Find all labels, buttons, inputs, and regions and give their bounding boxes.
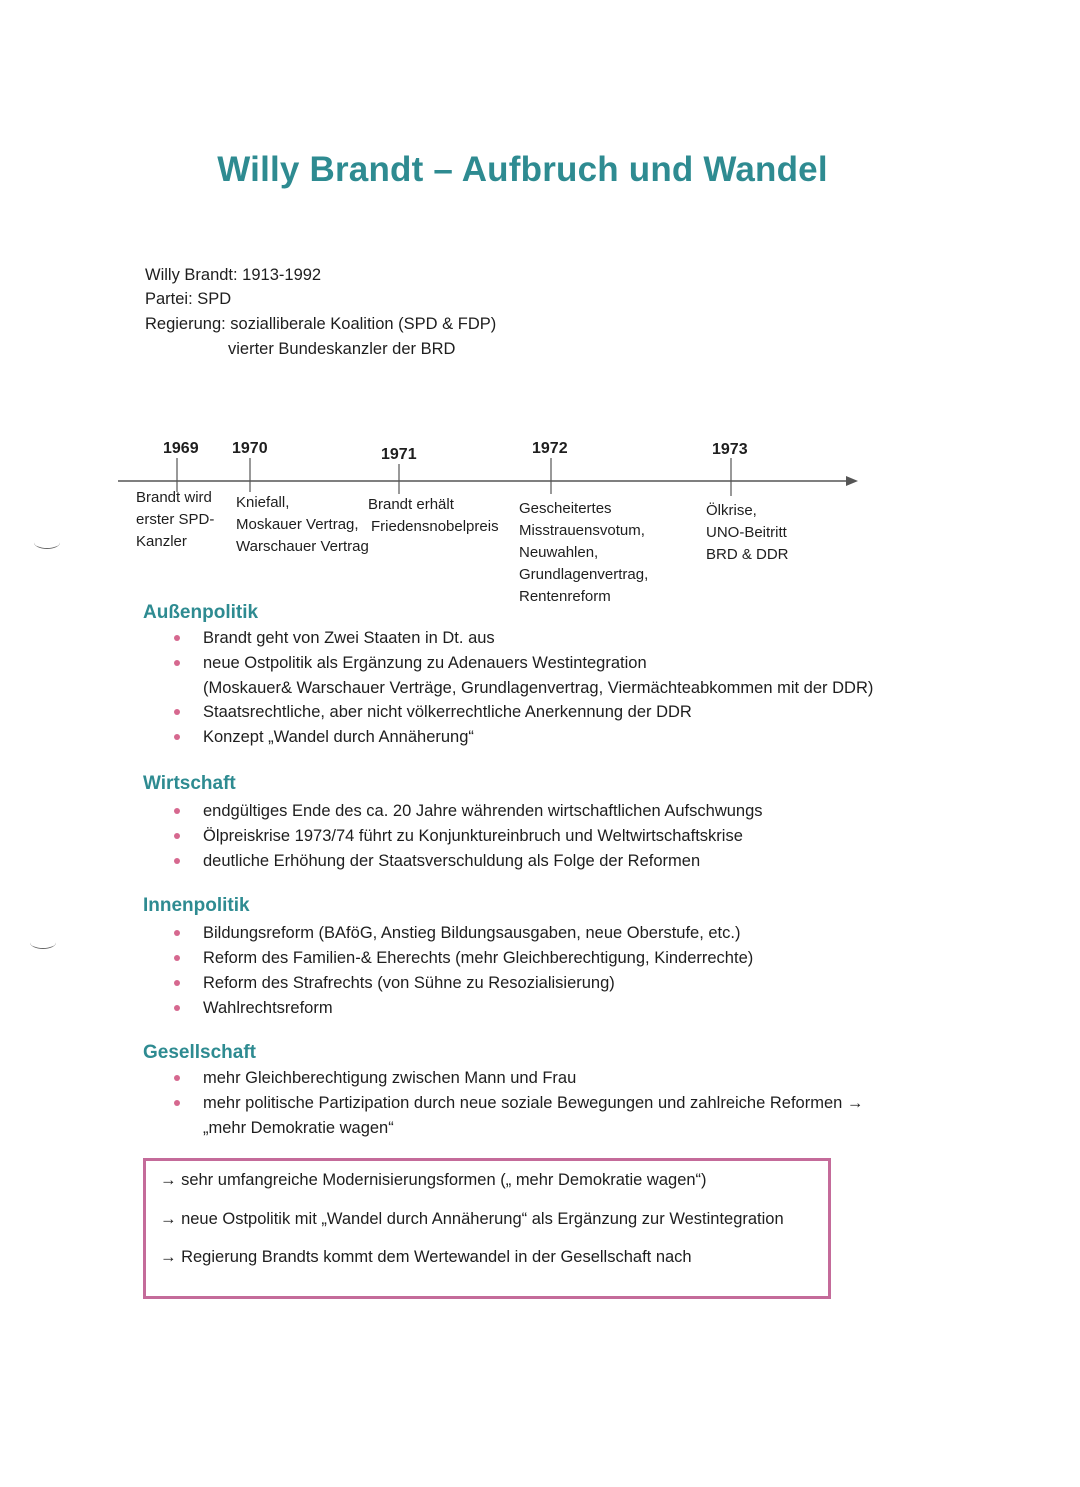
bullet-dot [174,930,180,936]
year-1969: 1969 [163,440,199,457]
list-item-continuation: (Moskauer& Warschauer Verträge, Grundlagenvertrag, Viermächteabkommen mit der DDR) [203,679,874,697]
punch-hole-mark [30,936,56,949]
event-line: Rentenreform [519,588,611,605]
summary-box [143,1158,831,1299]
event-line: Neuwahlen, [519,544,599,561]
bullet-dot [174,635,180,641]
year-1972: 1972 [532,440,568,457]
heading-innenpolitik: Innenpolitik [143,895,250,916]
list-wirtschaft [170,799,763,874]
event-line: Warschauer Vertrag [236,538,369,555]
summary-line: → sehr umfangreiche Modernisierungsformen („ mehr Demokratie wagen“) [160,1171,707,1189]
list-aussenpolitik [170,626,873,750]
bullet-dot [174,1075,180,1081]
event-line: Ölkrise, [706,502,757,519]
heading-gesellschaft: Gesellschaft [143,1042,256,1063]
event-line: Misstrauensvotum, [519,522,645,539]
event-line: BRD & DDR [706,546,789,563]
page-title: Willy Brandt – Aufbruch und Wandel [217,150,828,189]
bullet-dot [174,833,180,839]
event-line: Friedensnobelpreis [371,518,499,535]
summary-line: → Regierung Brandts kommt dem Wertewandel in der Gesellschaft nach [160,1248,692,1266]
event-line: Brandt wird [136,489,212,506]
event-1972 [519,498,648,608]
bullet-dot [174,808,180,814]
heading-aussenpolitik: Außenpolitik [143,602,259,623]
event-line: Kniefall, [236,494,290,511]
list-item: neue Ostpolitik als Ergänzung zu Adenauers Westintegration [170,651,873,676]
event-1970 [236,492,369,558]
list-item: Brandt geht von Zwei Staaten in Dt. aus [170,626,873,651]
bullet-dot [174,709,180,715]
list-innenpolitik [170,921,753,1021]
event-line: Grundlagenvertrag, [519,566,649,583]
event-line: Brandt erhält [368,496,454,513]
info-chancellor: vierter Bundeskanzler der BRD [228,340,456,358]
list-item-continuation: „mehr Demokratie wagen“ [203,1119,394,1137]
event-line: Kanzler [136,533,187,550]
list-item: deutliche Erhöhung der Staatsverschuldung als Folge der Reformen [170,849,763,874]
event-1971 [368,494,499,538]
bullet-dot [174,660,180,666]
event-line: UNO-Beitritt [706,524,787,541]
event-1969 [136,487,214,553]
summary-line: → neue Ostpolitik mit „Wandel durch Annäherung“ als Ergänzung zur Westintegration [160,1210,784,1228]
timeline-arrowhead [846,476,858,486]
event-line: erster SPD- [136,511,215,528]
list-item: mehr politische Partizipation durch neue soziale Bewegungen und zahlreiche Reformen → [170,1091,863,1116]
year-1973: 1973 [712,441,748,458]
info-party: Partei: SPD [145,290,232,308]
list-item: Wahlrechtsreform [170,996,753,1021]
list-item: Staatsrechtliche, aber nicht völkerrechtliche Anerkennung der DDR [170,700,873,725]
list-item: endgültiges Ende des ca. 20 Jahre währenden wirtschaftlichen Aufschwungs [170,799,763,824]
bullet-dot [174,734,180,740]
list-item: mehr Gleichberechtigung zwischen Mann und Frau [170,1066,863,1091]
bullet-dot [174,1100,180,1106]
info-government: Regierung: sozialliberale Koalition (SPD & FDP) [145,315,497,333]
heading-wirtschaft: Wirtschaft [143,773,236,794]
bullet-dot [174,858,180,864]
list-gesellschaft [170,1066,863,1140]
year-1971: 1971 [381,446,417,463]
list-item: Konzept „Wandel durch Annäherung“ [170,725,873,750]
bullet-dot [174,955,180,961]
list-item: Reform des Familien-& Eherechts (mehr Gleichberechtigung, Kinderrechte) [170,946,753,971]
list-item: Reform des Strafrechts (von Sühne zu Resozialisierung) [170,971,753,996]
bullet-dot [174,980,180,986]
list-item: Bildungsreform (BAföG, Anstieg Bildungsausgaben, neue Oberstufe, etc.) [170,921,753,946]
bullet-dot [174,1005,180,1011]
list-item: Ölpreiskrise 1973/74 führt zu Konjunktureinbruch und Weltwirtschaftskrise [170,824,763,849]
info-lifespan: Willy Brandt: 1913-1992 [145,266,322,284]
punch-hole-mark [34,536,60,549]
event-line: Moskauer Vertrag, [236,516,359,533]
event-1973 [706,500,789,566]
event-line: Gescheitertes [519,500,612,517]
year-1970: 1970 [232,440,268,457]
